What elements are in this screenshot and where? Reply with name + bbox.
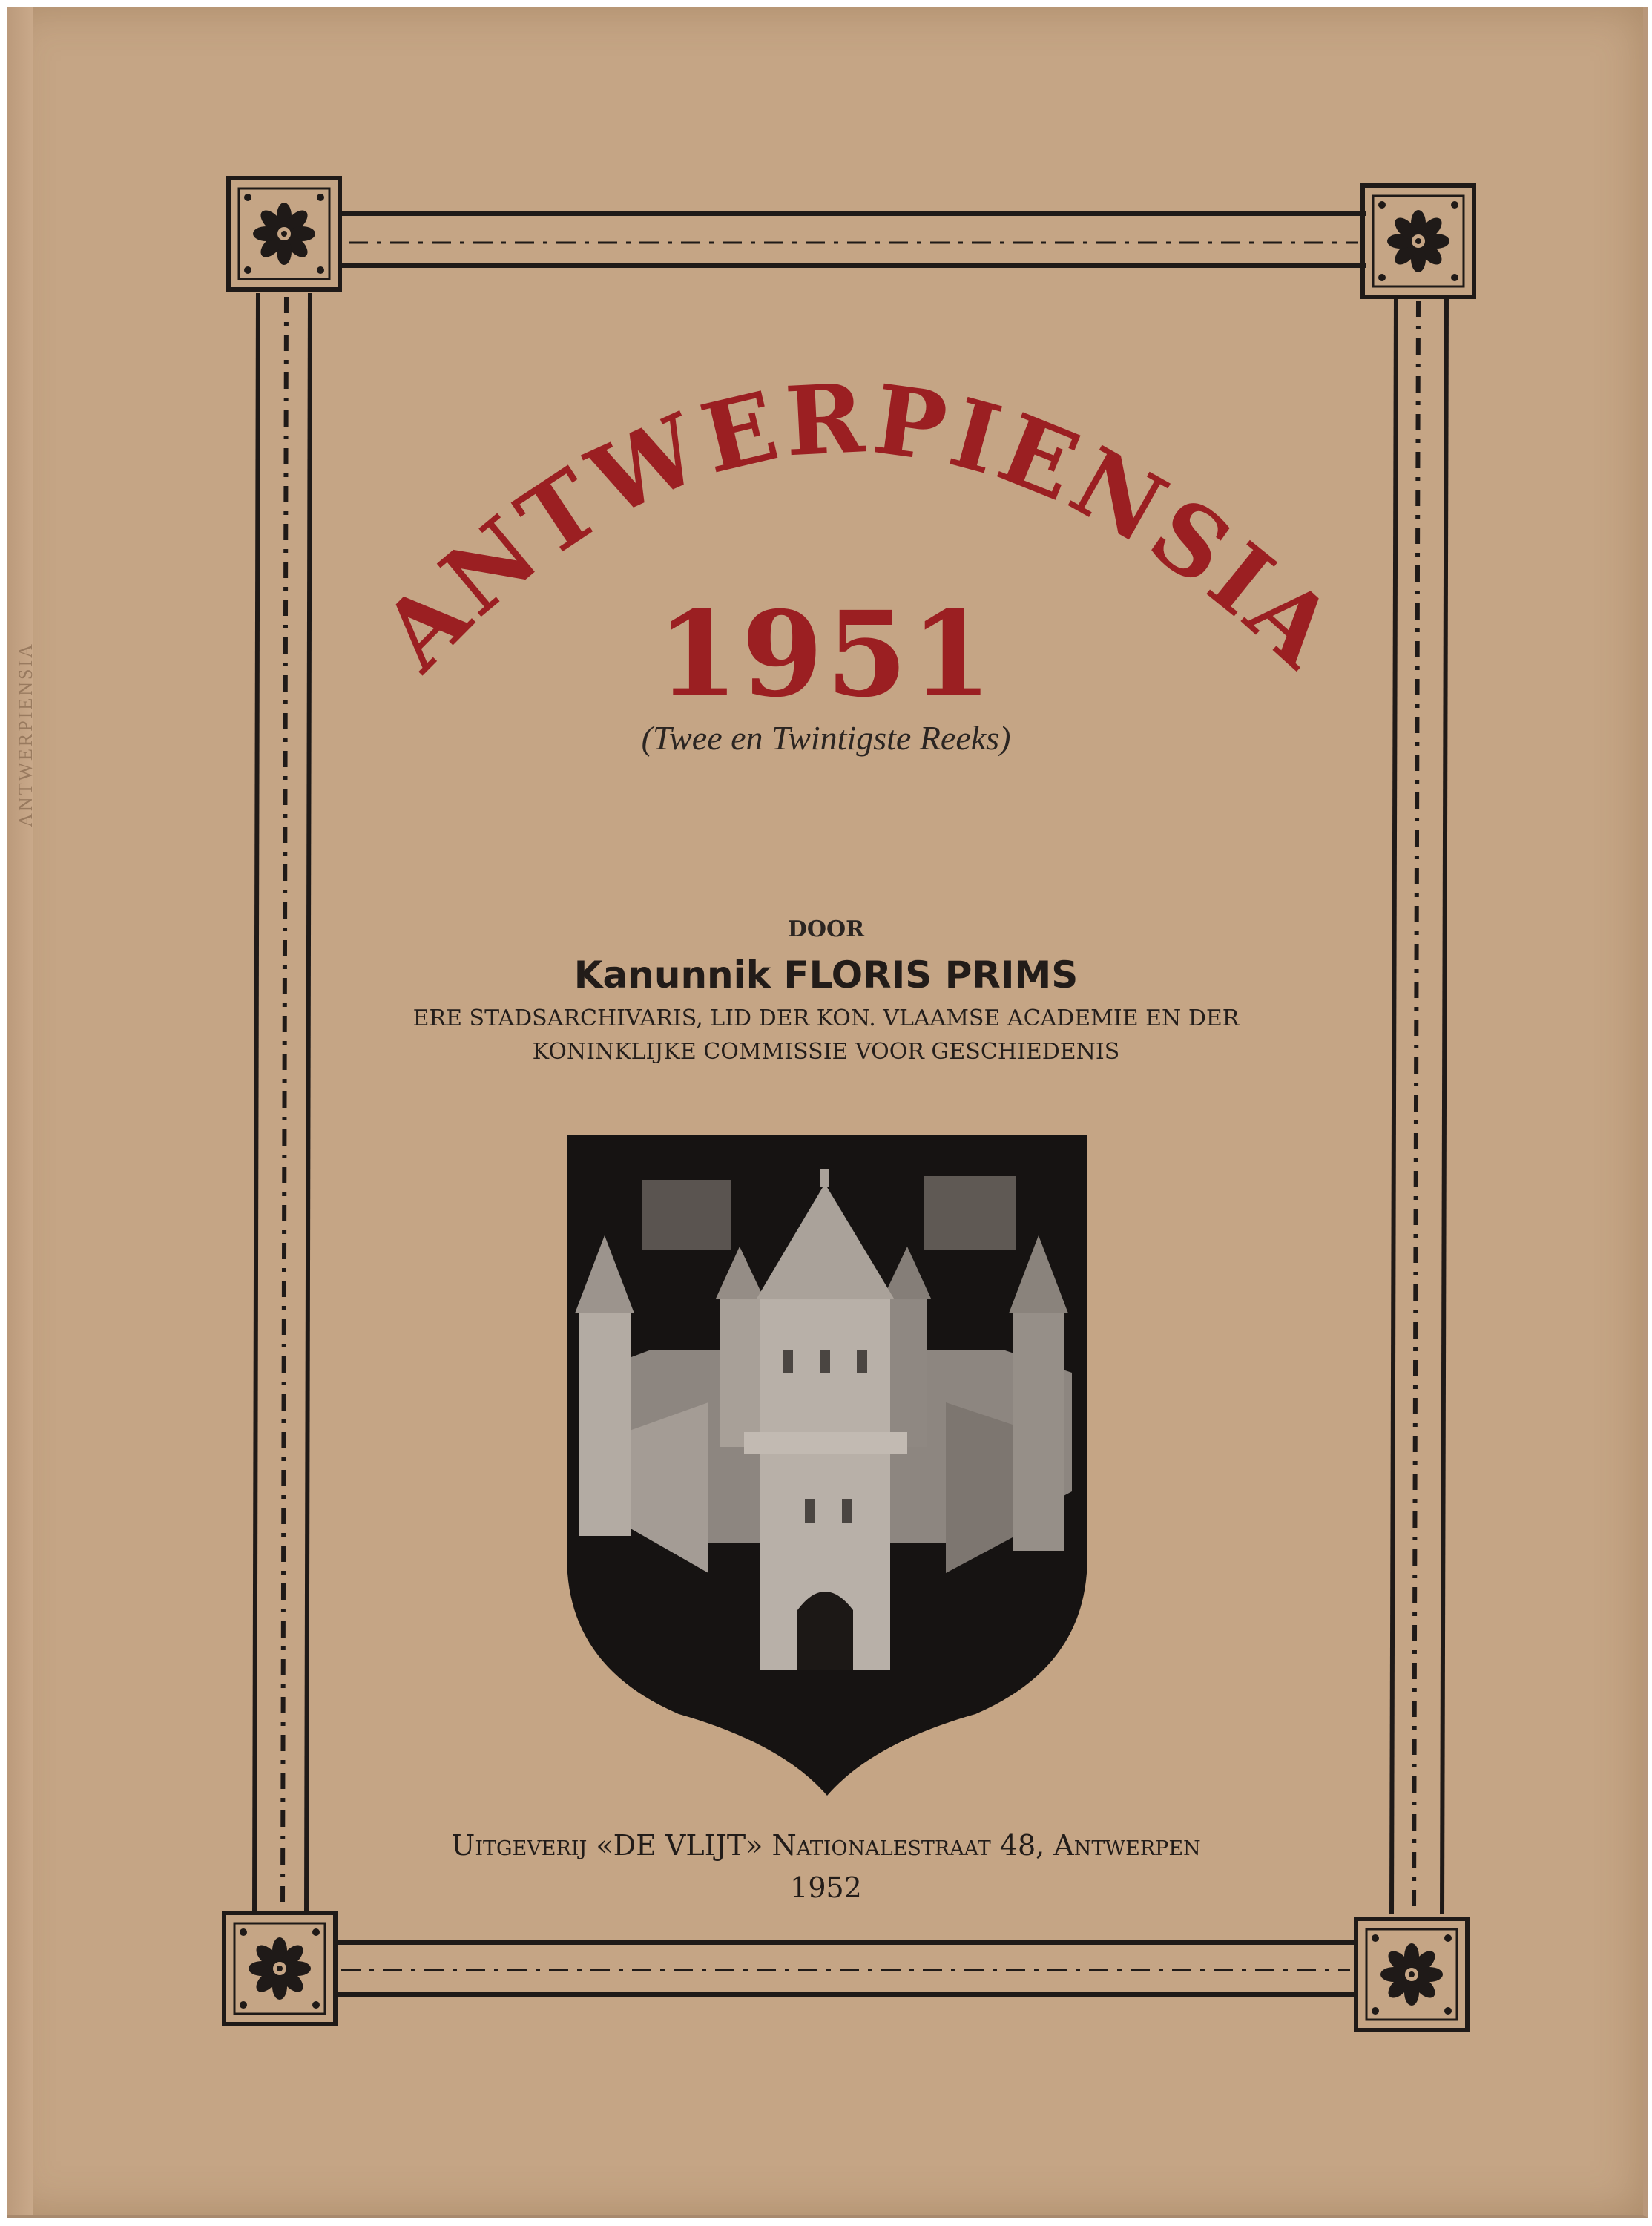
- edition-year: 1951: [656, 586, 996, 723]
- author-name: Kanunnik FLORIS PRIMS: [573, 953, 1079, 997]
- book-title: ANTWERPIENSIA: [360, 363, 1359, 692]
- publication-year: 1952: [790, 1871, 862, 1904]
- publisher-line: Uitgeverij «DE VLIJT» Nationalestraat 48, Antwerpen: [451, 1829, 1201, 1862]
- author-titles-line2: KONINKLIJKE COMMISSIE VOOR GESCHIEDENIS: [532, 1039, 1120, 1065]
- castle-coat-of-arms: [560, 1128, 1094, 1810]
- series-subtitle: (Twee en Twintigste Reeks): [641, 719, 1011, 757]
- spine-title: ANTWERPIENSIA: [15, 642, 36, 827]
- by-label: DOOR: [787, 916, 865, 942]
- author-titles-line1: ERE STADSARCHIVARIS, LID DER KON. VLAAMSE ACADEMIE EN DER: [412, 1005, 1240, 1031]
